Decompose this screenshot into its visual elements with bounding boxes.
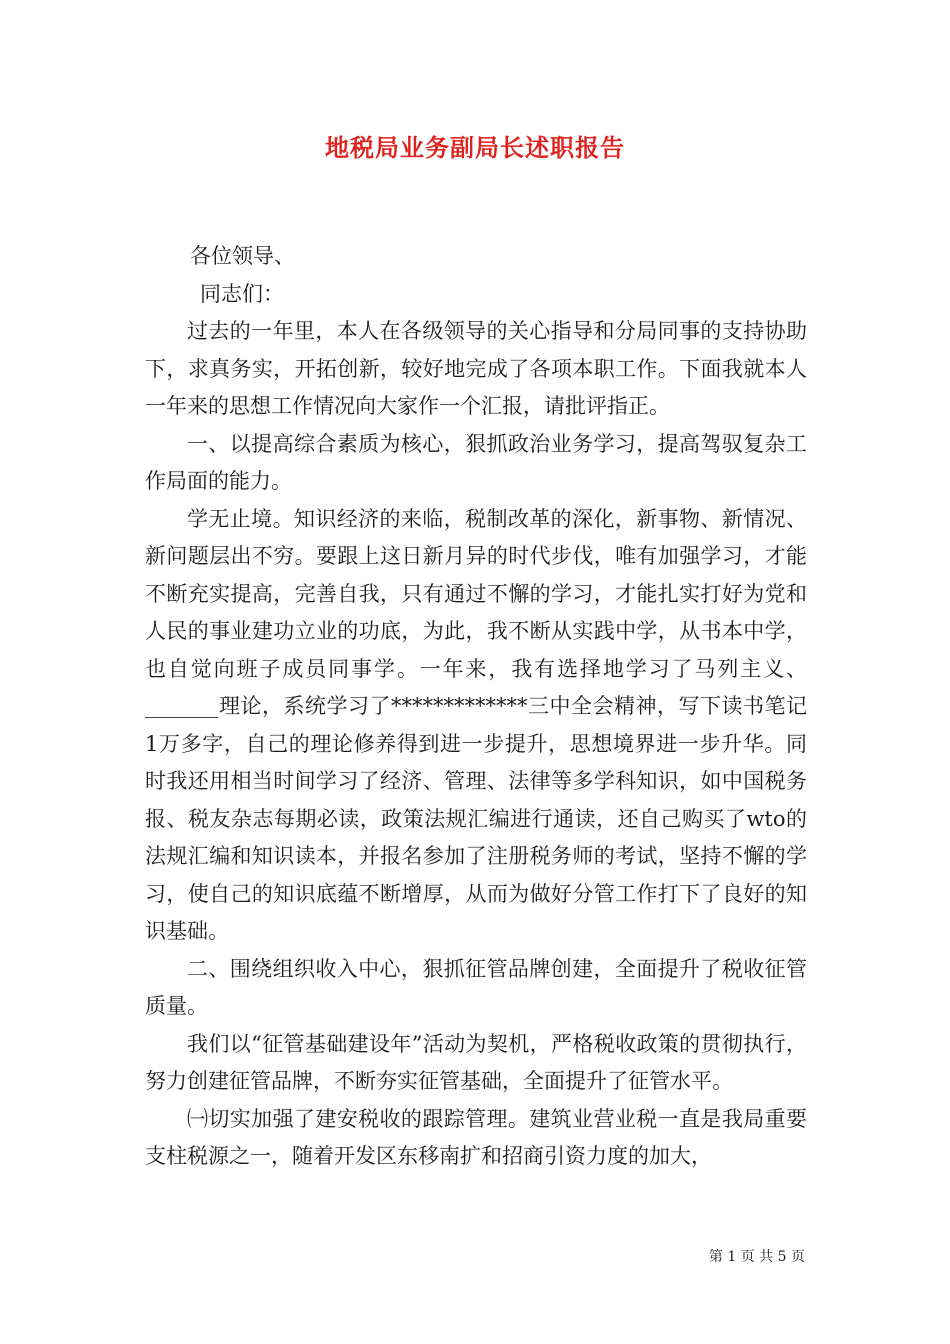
paragraph-study: 学无止境。知识经济的来临，税制改革的深化，新事物、新情况、新问题层出不穷。要跟上这日新月异的时代步伐，唯有加强学习，才能不断充实提高，完善自我，只有通过不懈的学习，才能扎实打好为党和人民的事业建功立业的功底，为此，我不断从实践中学，从书本中学，也自觉向班子成员同事学。一年来，我有选择地学习了马列主义、_______理论，系统学习了*************三中全会精神，写下读书笔记1万多字，自己的理论修养得到进一步提升，思想境界进一步升华。同时我还用相当时间学习了经济、管理、法律等多学科知识，如中国税务报、税友杂志每期必读，政策法规汇编进行通读，还自己购买了wto的法规汇编和知识读本，并报名参加了注册税务师的考试，坚持不懈的学习，使自己的知识底蕴不断增厚，从而为做好分管工作打下了良好的知识基础。 (145, 506, 807, 943)
paragraph-heading-1: 一、以提高综合素质为核心，狠抓政治业务学习，提高驾驭复杂工作局面的能力。 (145, 431, 807, 493)
salutation-line-2: 同志们： (200, 281, 284, 306)
paragraph-construction-tax: ㈠切实加强了建安税收的跟踪管理。建筑业营业税一直是我局重要支柱税源之一，随着开发区东移南扩和招商引资力度的加大， (145, 1106, 807, 1168)
paragraph-heading-2: 二、围绕组织收入中心，狠抓征管品牌创建，全面提升了税收征管质量。 (145, 956, 807, 1018)
paragraph-collection: 我们以“征管基础建设年”活动为契机，严格税收政策的贯彻执行，努力创建征管品牌，不断夯实征管基础，全面提升了征管水平。 (145, 1031, 807, 1093)
paragraph-intro: 过去的一年里，本人在各级领导的关心指导和分局同事的支持协助下，求真务实，开拓创新，较好地完成了各项本职工作。下面我就本人一年来的思想工作情况向大家作一个汇报，请批评指正。 (145, 319, 807, 418)
document-title: 地税局业务副局长述职报告 (325, 133, 625, 162)
salutation-line-1: 各位领导、 (190, 244, 295, 268)
document-body (145, 238, 807, 1176)
page-number: 第 1 页 共 5 页 (708, 1249, 805, 1265)
